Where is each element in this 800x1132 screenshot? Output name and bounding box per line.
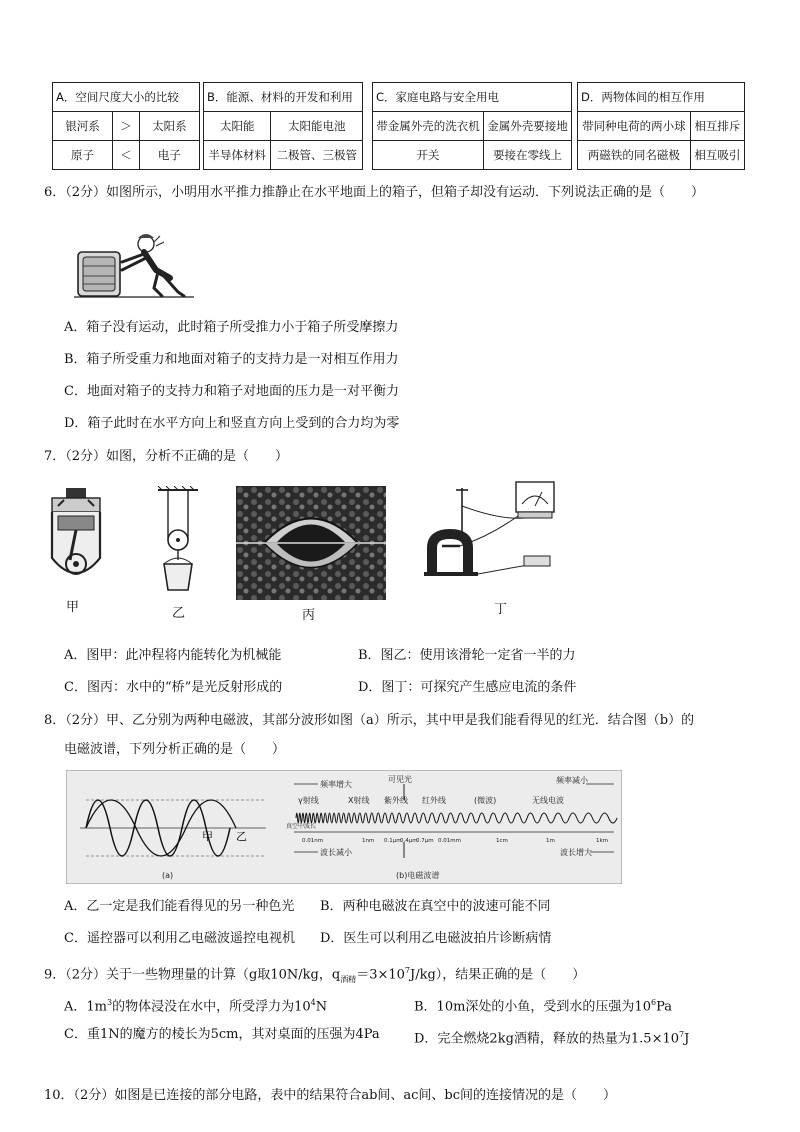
axis-name: 真空中波长	[286, 823, 317, 830]
q7-caption-ding: 丁	[494, 602, 508, 617]
q7-caption-jia: 甲	[66, 600, 80, 615]
q9-stem	[44, 962, 585, 989]
option-table-a	[52, 82, 200, 170]
spectrum-tick-label: 1nm	[362, 838, 375, 844]
q8-stem-line2: 电磁波谱，下列分析正确的是（ ）	[64, 742, 286, 757]
q9-b-post: Pa	[656, 999, 672, 1015]
q9-d-post: J	[684, 1031, 690, 1047]
table-a-header: A．空间尺度大小的比较	[53, 83, 200, 112]
band-uv: 紫外线	[384, 796, 408, 805]
freq-increase-label: 频率增大	[320, 780, 352, 789]
q8-stem-line1: 8．（2分）甲、乙分别为两种电磁波，其部分波形如图（a）所示，其中甲是我们能看得见的红光．结合图（b）的	[44, 713, 695, 728]
q7-option-d: D．图丁：可探究产生感应电流的条件	[358, 680, 577, 695]
q9-stem-pre: 9．（2分）关于一些物理量的计算（g取10N/kg，q	[44, 967, 341, 983]
q7-option-a: A．图甲：此冲程将内能转化为机械能	[64, 648, 282, 663]
q6-option-a: A．箱子没有运动，此时箱子所受推力小于箱子所受摩擦力	[64, 320, 399, 335]
q8-option-d: D．医生可以利用乙电磁波拍片诊断病情	[320, 931, 552, 946]
table-cell: 太阳系	[139, 112, 199, 141]
q6-option-d: D．箱子此时在水平方向上和竖直方向上受到的合力均为零	[64, 416, 400, 431]
q9-d-pre: D．完全燃烧2kg酒精，释放的热量为1.5×10	[414, 1031, 680, 1047]
table-cell: 银河系	[53, 112, 113, 141]
q9-option-a	[64, 994, 327, 1016]
table-cell: 金属外壳要接地	[484, 112, 572, 141]
table-cell: 太阳能	[204, 112, 271, 141]
wavelength-decrease-label: 波长减小	[320, 848, 352, 857]
q6-option-c: C．地面对箱子的支持力和箱子对地面的压力是一对平衡力	[64, 384, 399, 399]
table-c-header: C．家庭电路与安全用电	[373, 83, 572, 112]
table-cell: 带同种电荷的两小球	[578, 112, 691, 141]
table-cell: 要接在零线上	[484, 141, 572, 170]
band-radio: 无线电波	[532, 796, 564, 805]
q9-option-b	[414, 994, 672, 1016]
spectrum-tick-label: 1km	[596, 838, 609, 844]
table-b-header: B．能源、材料的开发和利用	[204, 83, 363, 112]
wavelength-increase-label: 波长增大	[560, 848, 592, 857]
q7-stem: 7．（2分）如图，分析不正确的是（ ）	[44, 449, 289, 464]
band-xray: X射线	[348, 796, 370, 805]
q7-bridge-photo	[236, 486, 386, 600]
table-cell: 二极管、三极管	[271, 141, 363, 170]
q8-em-spectrum-figure	[66, 770, 622, 884]
wave-label-jia: 甲	[202, 830, 213, 843]
spectrum-tick-label: 0.1μm	[384, 838, 402, 844]
q7-caption-bing: 丙	[302, 608, 316, 623]
table-cell: 两磁铁的同名磁极	[578, 141, 691, 170]
table-cell: 相互排斥	[690, 112, 744, 141]
caption-b: (b)电磁波谱	[396, 871, 440, 880]
q9-a-sup1: 3	[107, 998, 113, 1007]
q9-option-d	[414, 1026, 689, 1048]
table-cell: 太阳能电池	[271, 112, 363, 141]
table-cell: 带金属外壳的洗衣机	[373, 112, 484, 141]
visible-light-label: 可见光	[388, 775, 412, 784]
q9-stem-post: J/kg），结果正确的是（ ）	[410, 967, 586, 983]
q9-b-sup: 6	[650, 998, 657, 1007]
q7-option-c: C．图丙：水中的“桥”是光反射形成的	[64, 680, 283, 695]
spectrum-tick-label: 0.4μm	[400, 838, 418, 844]
q6-option-b: B．箱子所受重力和地面对箱子的支持力是一对相互作用力	[64, 352, 399, 367]
band-ir: 红外线	[422, 796, 446, 805]
q8-option-b: B．两种电磁波在真空中的波速可能不同	[320, 899, 551, 914]
q8-option-c: C．遥控器可以利用乙电磁波遥控电视机	[64, 931, 295, 946]
q9-a-pre: A．1m	[64, 999, 107, 1015]
table-cell: 相互吸引	[690, 141, 744, 170]
spectrum-tick-label: 0.01nm	[302, 838, 324, 844]
table-cell: 半导体材料	[204, 141, 271, 170]
q7-pulley-figure	[150, 486, 206, 596]
q9-a-mid: 的物体浸没在水中，所受浮力为10	[112, 999, 311, 1015]
q7-caption-yi: 乙	[172, 606, 186, 621]
q9-a-post: N	[315, 999, 328, 1015]
q10-stem: 10．（2分）如图是已连接的部分电路，表中的结果符合ab间、ac间、bc间的连接情况的是（ ）	[44, 1088, 617, 1103]
q9-option-c: C．重1N的魔方的棱长为5cm，其对桌面的压强为4Pa	[64, 1027, 380, 1042]
q9-stem-mid: ＝3×10	[356, 967, 405, 983]
spectrum-tick-label: 1m	[546, 838, 555, 844]
wave-label-yi: 乙	[236, 830, 247, 843]
spectrum-tick-label: 0.01mm	[438, 838, 461, 844]
option-table-b	[203, 82, 363, 170]
q9-b-pre: B．10m深处的小鱼，受到水的压强为10	[414, 999, 651, 1015]
table-cell: 开关	[373, 141, 484, 170]
option-table-c	[372, 82, 572, 170]
band-gamma: γ射线	[298, 796, 319, 805]
q6-push-box-figure	[74, 226, 194, 302]
table-cell: ＞	[113, 112, 140, 141]
freq-decrease-label: 频率减小	[556, 776, 588, 785]
table-cell: ＜	[113, 141, 140, 170]
table-d-header: D．两物体间的相互作用	[578, 83, 745, 112]
q9-d-sup: 7	[679, 1030, 685, 1039]
q6-stem: 6．（2分）如图所示，小明用水平推力推静止在水平地面上的箱子，但箱子却没有运动．下列说法正确的是（ ）	[44, 185, 705, 200]
q9-a-sup2: 4	[310, 998, 316, 1007]
spectrum-tick-label: 1cm	[496, 838, 508, 844]
q8-option-a: A．乙一定是我们能看得见的另一种色光	[64, 899, 295, 914]
spectrum-tick-label: 0.7μm	[416, 838, 434, 844]
q9-stem-sub: 酒精	[340, 974, 357, 984]
q7-induction-figure	[420, 476, 560, 588]
q7-engine-figure	[46, 486, 106, 590]
q7-option-b: B．图乙：使用该滑轮一定省一半的力	[358, 648, 576, 663]
option-table-d	[577, 82, 745, 170]
band-microwave: (微波)	[474, 796, 497, 805]
table-cell: 电子	[139, 141, 199, 170]
table-cell: 原子	[53, 141, 113, 170]
caption-a: (a)	[162, 871, 174, 880]
q9-stem-sup: 7	[404, 966, 410, 975]
